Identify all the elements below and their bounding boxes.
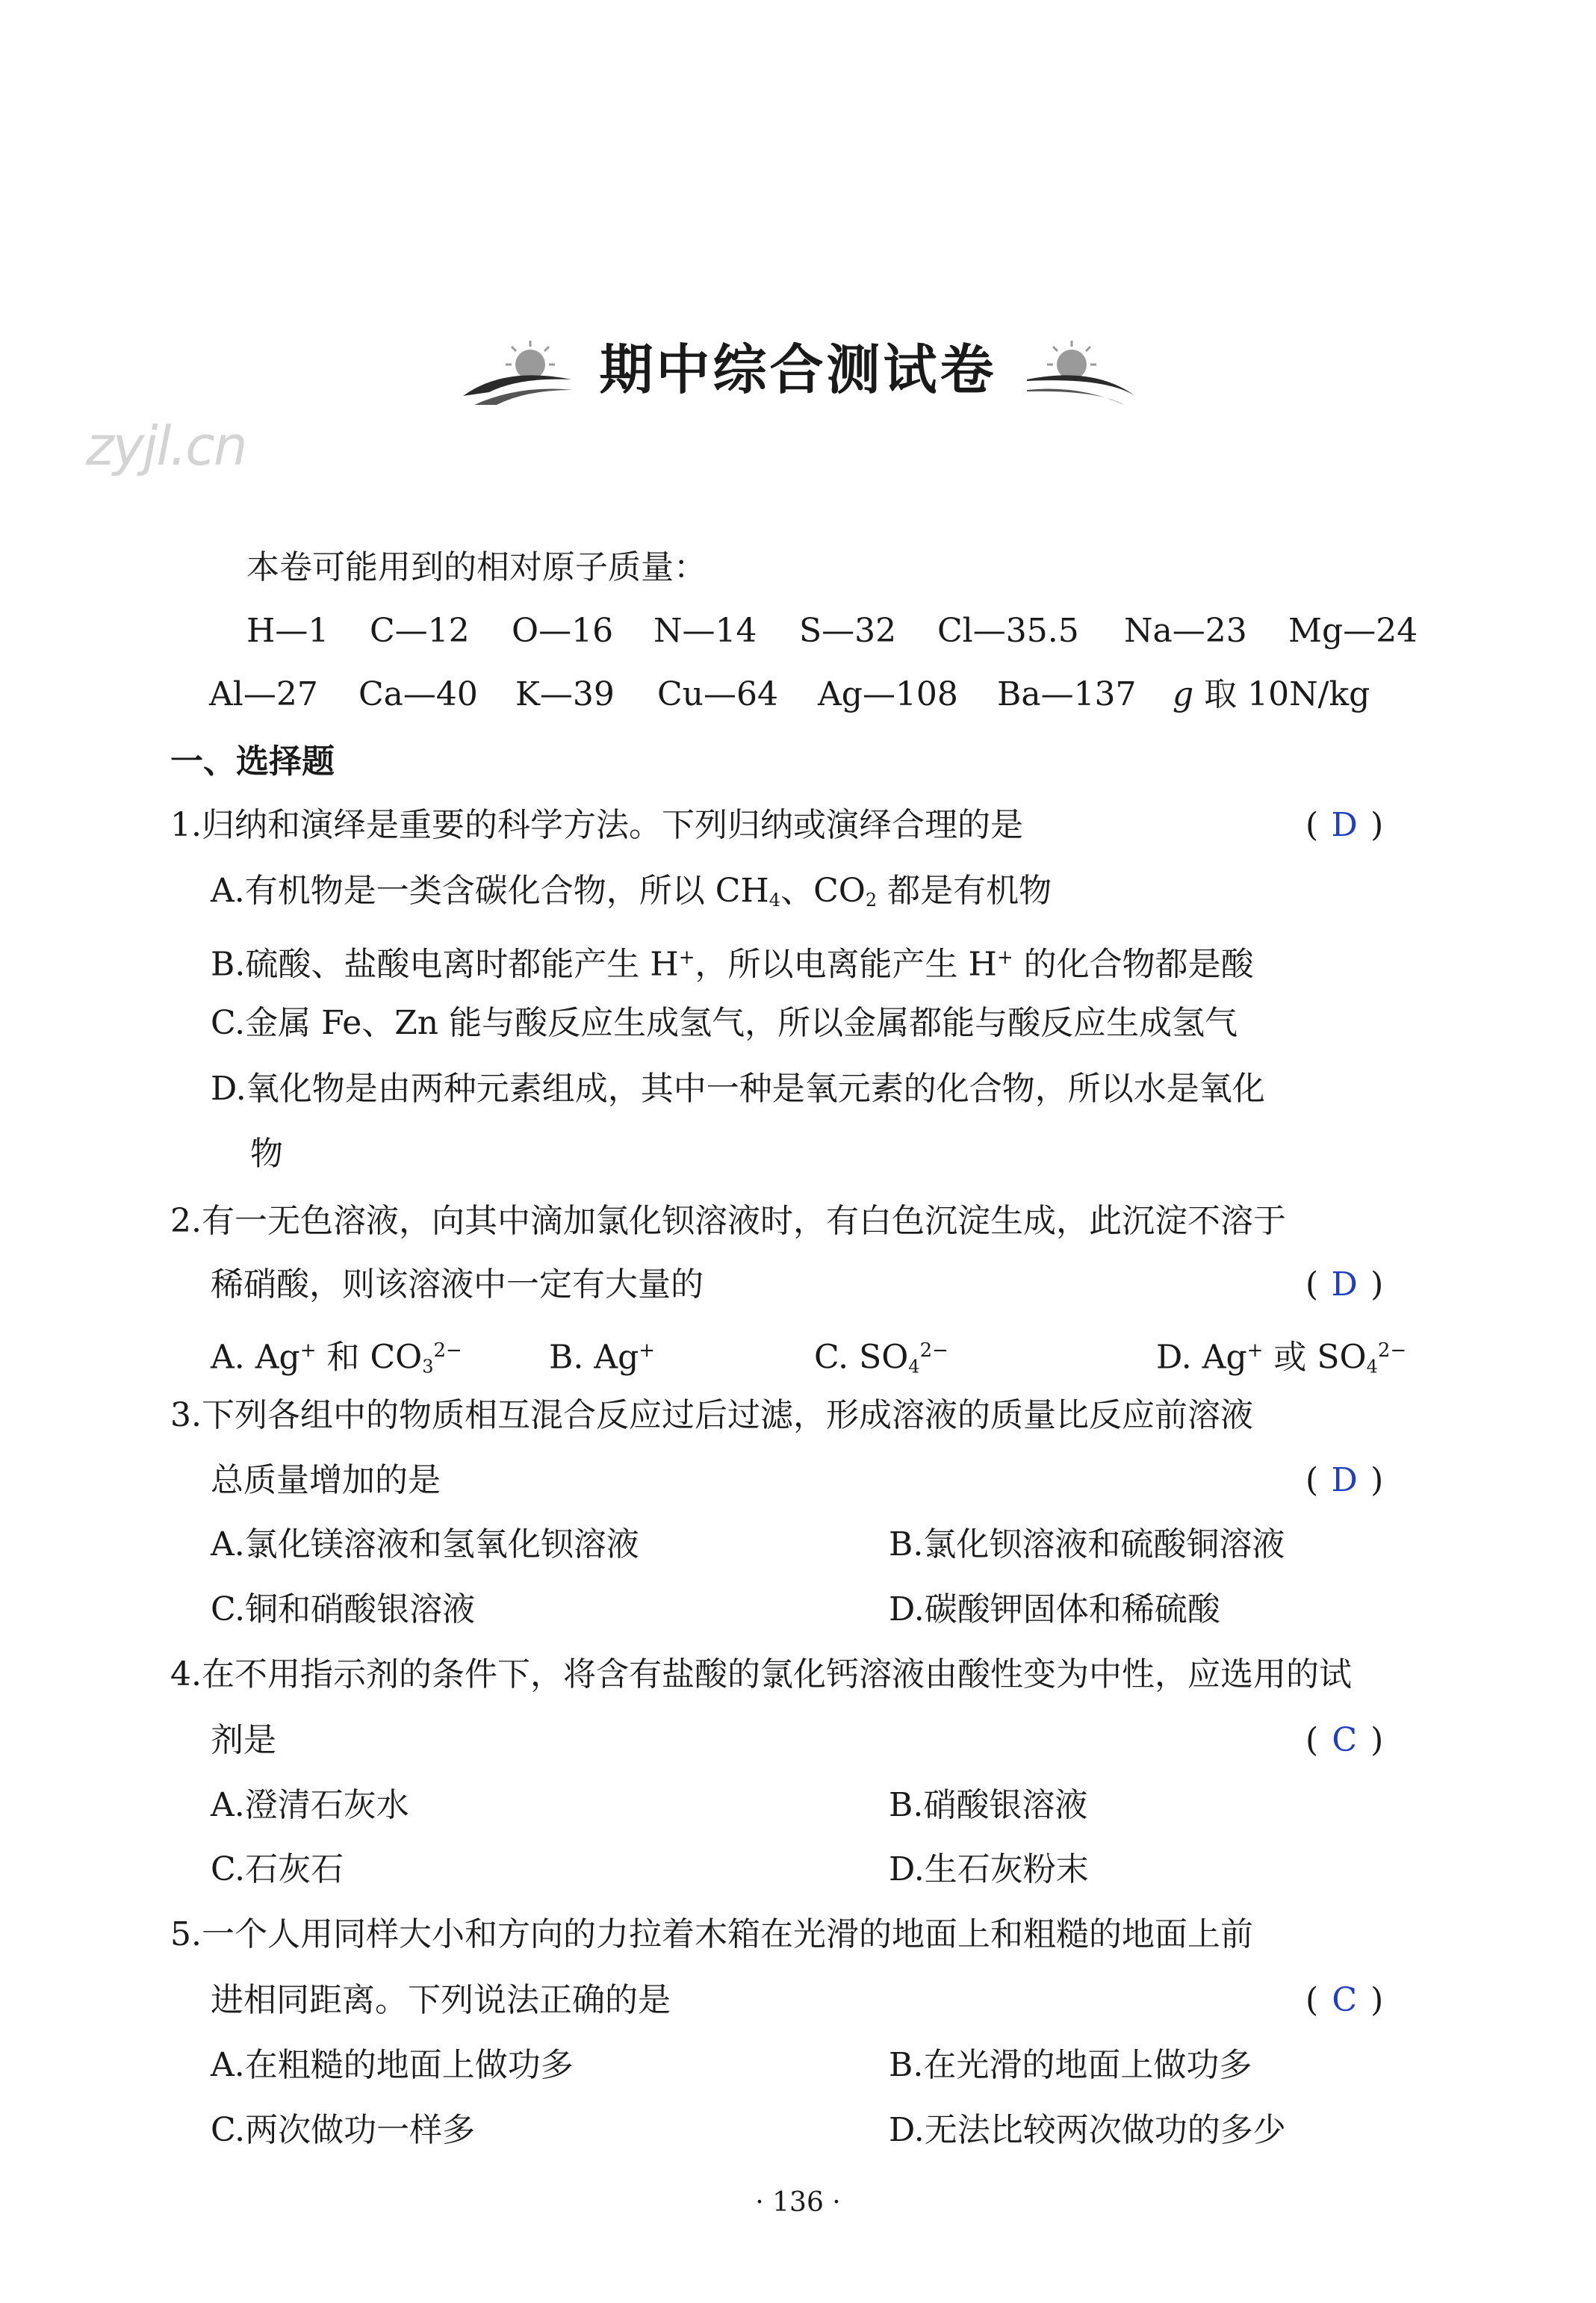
q5-answer: C <box>1332 1981 1357 2019</box>
q5-option-a: A.在粗糙的地面上做功多 <box>211 2046 574 2084</box>
mass-item: K—39 <box>515 675 615 713</box>
q3-option-d: D.碳酸钾固体和稀硫酸 <box>889 1590 1220 1628</box>
q2-stem-line2: 稀硝酸，则该溶液中一定有大量的 <box>211 1265 704 1304</box>
q4-answer: C <box>1332 1721 1357 1759</box>
q3-answer-bracket: ( D ) <box>1305 1458 1383 1503</box>
q3-option-c: C.铜和硝酸银溶液 <box>211 1590 476 1628</box>
q2-stem-line1: 2.有一无色溶液，向其中滴加氯化钡溶液时，有白色沉淀生成，此沉淀不溶于 <box>170 1202 1286 1240</box>
q5-option-b: B.在光滑的地面上做功多 <box>889 2046 1252 2084</box>
mass-item: S—32 <box>799 612 897 650</box>
q5-option-d: D.无法比较两次做功的多少 <box>889 2111 1286 2149</box>
q1-option-d: D.氧化物是由两种元素组成，其中一种是氧元素的化合物，所以水是氧化 <box>211 1070 1265 1108</box>
q3-option-a: A.氯化镁溶液和氢氧化钡溶液 <box>211 1525 639 1563</box>
page-number: · 136 · <box>755 2187 841 2218</box>
q3-stem-line2: 总质量增加的是 <box>211 1461 441 1499</box>
mass-item: H—1 <box>246 612 329 650</box>
q1-option-c: C.金属 Fe、Zn 能与酸反应生成氢气，所以金属都能与酸反应生成氢气 <box>211 1004 1238 1042</box>
q1-option-a: A.有机物是一类含碳化合物，所以 $CH_4$、$CO_2$ 都是有机物 <box>211 872 1052 911</box>
mass-item: Mg—24 <box>1288 612 1418 650</box>
q1-option-b: B.硫酸、盐酸电离时都能产生 H+，所以电离能产生 H+ 的化合物都是酸 <box>211 945 1254 984</box>
q4-option-d: D.生石灰粉末 <box>889 1850 1089 1888</box>
q4-stem-line1: 4.在不用指示剂的条件下，将含有盐酸的氯化钙溶液由酸性变为中性，应选用的试 <box>170 1655 1352 1693</box>
q4-stem-line2: 剂是 <box>211 1721 276 1759</box>
gravity-value: 取 10N/kg <box>1204 675 1370 713</box>
mass-item: Ag—108 <box>818 675 958 713</box>
intro-label: 本卷可能用到的相对原子质量： <box>246 548 707 586</box>
q2-option-d: D. Ag+ 或 $SO_4^{2-}$ <box>1156 1338 1407 1377</box>
q5-answer-bracket: ( C ) <box>1305 1978 1383 2023</box>
q5-stem-line2: 进相同距离。下列说法正确的是 <box>211 1981 671 2019</box>
mass-item: Cu—64 <box>657 675 778 713</box>
q2-option-a: A. Ag+ 和 $CO_3^{2-}$ <box>211 1338 462 1377</box>
q3-option-b: B.氯化钡溶液和硫酸铜溶液 <box>889 1525 1285 1563</box>
mass-item: N—14 <box>653 612 757 650</box>
q5-stem-line1: 5.一个人用同样大小和方向的力拉着木箱在光滑的地面上和粗糙的地面上前 <box>170 1915 1253 1953</box>
mass-item: Ba—137 <box>997 675 1137 713</box>
q1-answer-bracket: ( D ) <box>1305 803 1383 848</box>
q4-answer-bracket: ( C ) <box>1305 1718 1383 1763</box>
q3-answer: D <box>1331 1461 1358 1499</box>
gravity-variable: g <box>1173 675 1194 713</box>
mass-item: Na—23 <box>1124 612 1247 650</box>
q4-option-a: A.澄清石灰水 <box>211 1786 409 1824</box>
q1-stem: 1.归纳和演绎是重要的科学方法。下列归纳或演绎合理的是 <box>170 806 1023 844</box>
q2-option-c: C. $SO_4^{2-}$ <box>814 1338 948 1377</box>
mass-item: Al—27 <box>209 675 318 713</box>
mass-item: O—16 <box>512 612 614 650</box>
q2-answer: D <box>1331 1265 1358 1304</box>
q2-option-b: B. Ag+ <box>549 1338 656 1377</box>
q3-stem-line1: 3.下列各组中的物质相互混合反应过后过滤，形成溶液的质量比反应前溶液 <box>170 1396 1253 1434</box>
mass-item: C—12 <box>370 612 470 650</box>
q1-option-d-continued: 物 <box>250 1135 283 1173</box>
q5-option-c: C.两次做功一样多 <box>211 2111 476 2149</box>
q4-option-c: C.石灰石 <box>211 1850 344 1888</box>
q2-answer-bracket: ( D ) <box>1305 1262 1383 1307</box>
gravity-constant <box>1173 672 1370 717</box>
q1-answer: D <box>1331 806 1358 844</box>
q4-option-b: B.硝酸银溶液 <box>889 1786 1088 1824</box>
section-heading: 一、选择题 <box>170 743 335 781</box>
watermark: zyjl.cn <box>86 415 246 477</box>
page-title: 期中综合测试卷 <box>599 338 997 401</box>
mass-item: Ca—40 <box>358 675 478 713</box>
mass-item: Cl—35.5 <box>937 612 1079 650</box>
